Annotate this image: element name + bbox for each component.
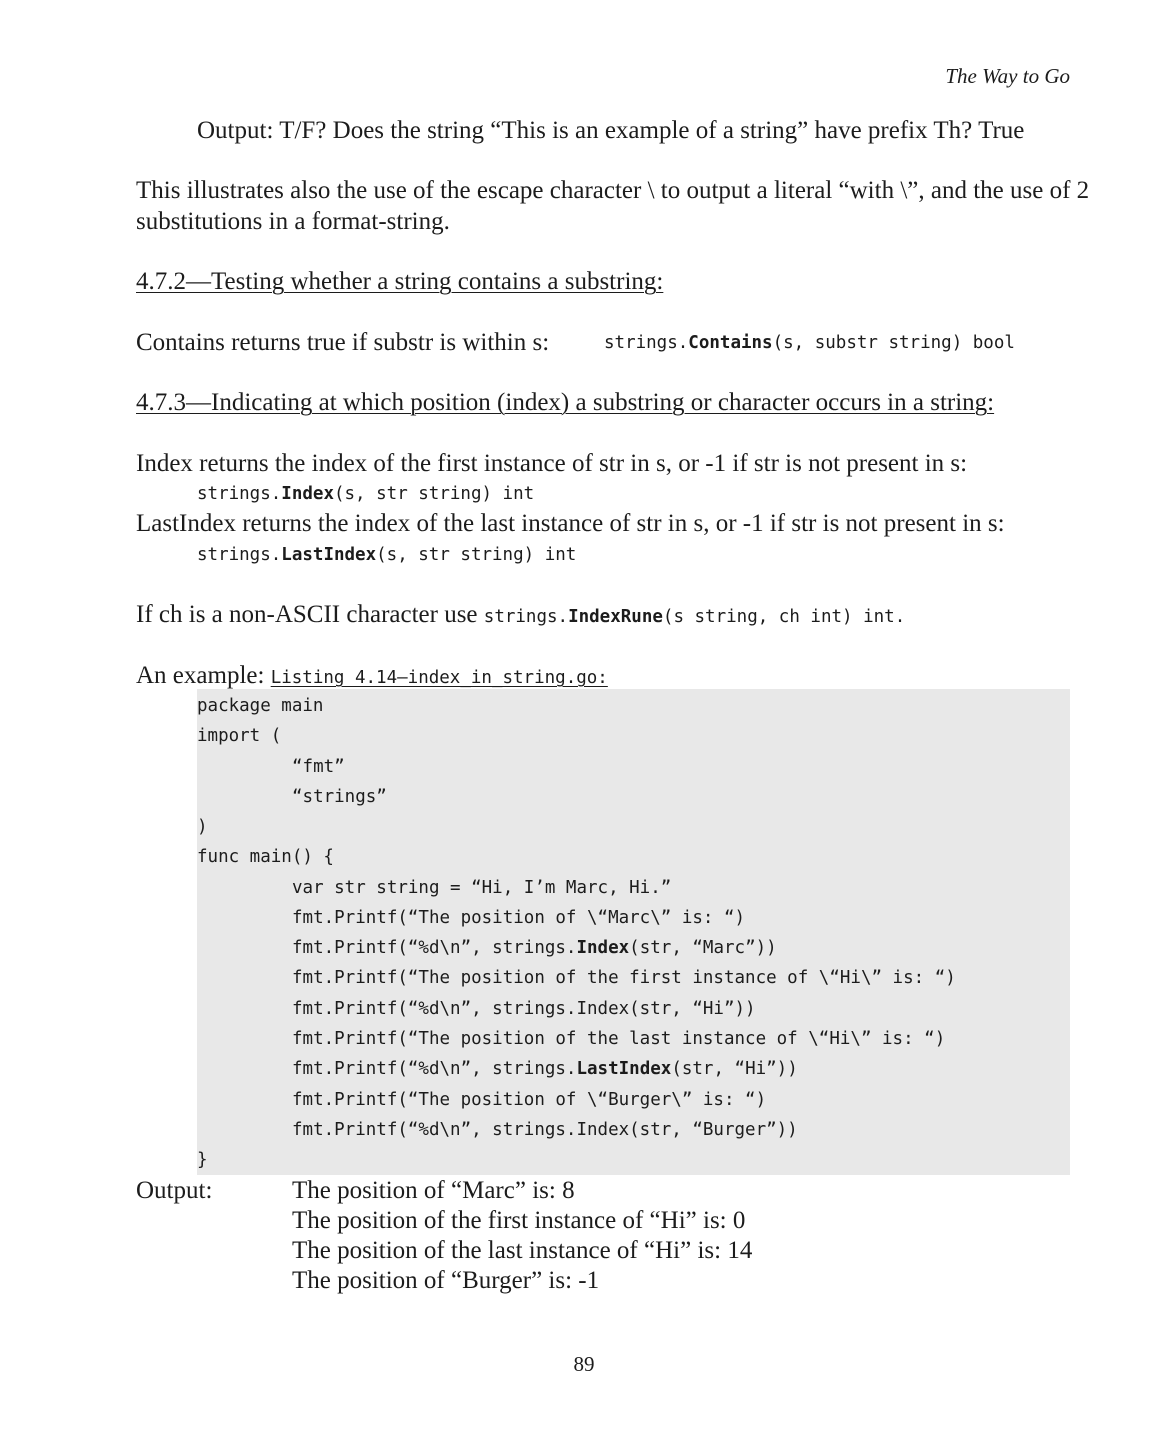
code-line: fmt.Printf(“The position of the last instance of \“Hi\” is: “) bbox=[292, 1029, 946, 1049]
code-line: ) bbox=[197, 817, 208, 837]
code-line: fmt.Printf(“%d\n”, strings.Index(str, “Burger”)) bbox=[292, 1120, 798, 1140]
code-line: package main bbox=[197, 696, 324, 716]
indexrune-sentence: If ch is a non-ASCII character use strings.IndexRune(s string, ch int) int. bbox=[136, 601, 906, 628]
output-line: The position of the last instance of “Hi” is: 14 bbox=[292, 1237, 753, 1264]
section-heading-4-7-2: 4.7.2—Testing whether a string contains a substring: bbox=[136, 268, 664, 295]
output-line: The position of the first instance of “Hi” is: 0 bbox=[292, 1207, 746, 1234]
code-line: fmt.Printf(“%d\n”, strings.LastIndex(str, “Hi”)) bbox=[292, 1059, 798, 1079]
code-line: var str string = “Hi, I’m Marc, Hi.” bbox=[292, 878, 672, 898]
page-number: 89 bbox=[573, 1352, 595, 1376]
output-line: The position of “Burger” is: -1 bbox=[292, 1267, 600, 1294]
lastindex-signature: strings.LastIndex(s, str string) int bbox=[197, 545, 577, 565]
index-description: Index returns the index of the first instance of str in s, or -1 if str is not present in s: bbox=[136, 450, 968, 477]
contains-signature: strings.Contains(s, substr string) bool bbox=[604, 333, 1015, 353]
code-line: fmt.Printf(“The position of the first instance of \“Hi\” is: “) bbox=[292, 968, 956, 988]
lastindex-description: LastIndex returns the index of the last instance of str in s, or -1 if str is not present in s: bbox=[136, 510, 1005, 537]
code-line: fmt.Printf(“%d\n”, strings.Index(str, “Marc”)) bbox=[292, 938, 777, 958]
escape-paragraph-line2: substitutions in a format-string. bbox=[136, 208, 450, 235]
code-line: } bbox=[197, 1150, 208, 1170]
code-line: fmt.Printf(“The position of \“Marc\” is: “) bbox=[292, 908, 746, 928]
example-intro: An example: Listing 4.14—index_in_string.go: bbox=[136, 662, 608, 689]
code-line: fmt.Printf(“The position of \“Burger\” is: “) bbox=[292, 1090, 767, 1110]
listing-title: Listing 4.14—index_in_string.go: bbox=[270, 668, 608, 688]
escape-paragraph-line1: This illustrates also the use of the escape character \ to output a literal “with \”, and the use of 2 bbox=[136, 177, 1090, 204]
code-line: “strings” bbox=[292, 787, 387, 807]
prefix-output-line: Output: T/F? Does the string “This is an example of a string” have prefix Th? True bbox=[197, 117, 1025, 144]
contains-description: Contains returns true if substr is within s: bbox=[136, 329, 550, 356]
section-heading-4-7-3: 4.7.3—Indicating at which position (index) a substring or character occurs in a string: bbox=[136, 389, 995, 416]
output-label: Output: bbox=[136, 1177, 213, 1204]
index-signature: strings.Index(s, str string) int bbox=[197, 484, 535, 504]
code-line: import ( bbox=[197, 726, 282, 746]
code-line: “fmt” bbox=[292, 757, 345, 777]
code-line: fmt.Printf(“%d\n”, strings.Index(str, “Hi”)) bbox=[292, 999, 756, 1019]
code-line: func main() { bbox=[197, 847, 334, 867]
output-line: The position of “Marc” is: 8 bbox=[292, 1177, 575, 1204]
running-head: The Way to Go bbox=[945, 64, 1070, 88]
